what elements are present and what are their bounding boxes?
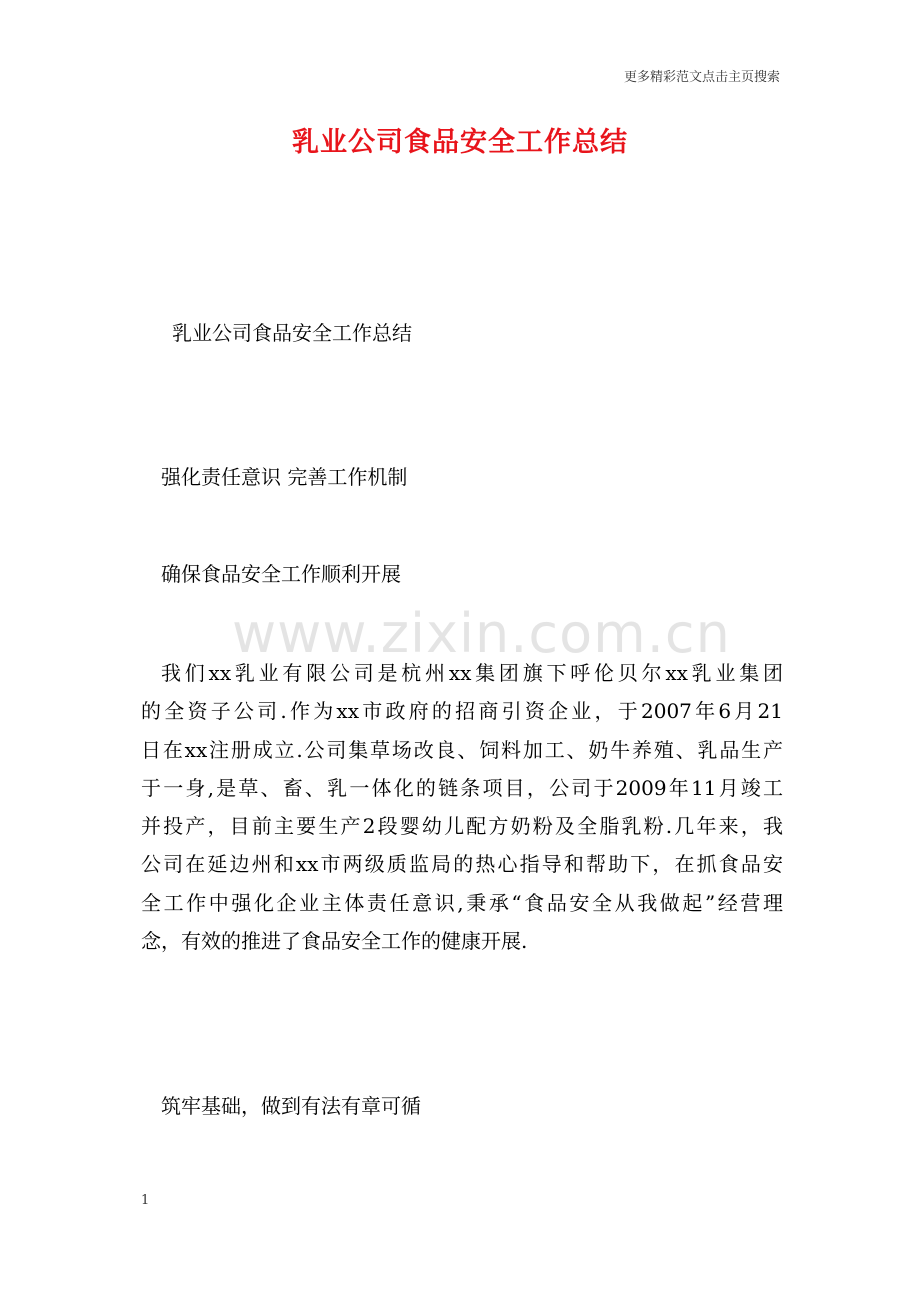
document-subtitle: 乳业公司食品安全工作总结 bbox=[172, 321, 412, 345]
watermark: www.zixin.com.cn bbox=[232, 602, 731, 665]
paragraph-line: 于一身,是草、畜、乳一体化的链条项目，公司于2009年11月竣工 bbox=[141, 775, 783, 800]
paragraph-line: 的全资子公司.作为xx市政府的招商引资企业，于2007年6月21 bbox=[141, 699, 783, 724]
page-number: 1 bbox=[141, 1193, 150, 1208]
section-heading-responsibility: 强化责任意识 完善工作机制 bbox=[161, 465, 408, 489]
paragraph-line: 念，有效的推进了食品安全工作的健康开展. bbox=[141, 929, 528, 954]
paragraph-line: 日在xx注册成立.公司集草场改良、饲料加工、奶牛养殖、乳品生产 bbox=[141, 737, 783, 762]
paragraph-line: 全工作中强化企业主体责任意识,秉承“食品安全从我做起”经营理 bbox=[141, 890, 783, 915]
body-paragraph bbox=[141, 654, 783, 960]
paragraph-line: 并投产，目前主要生产2段婴幼儿配方奶粉及全脂乳粉.几年来，我 bbox=[141, 814, 783, 839]
paragraph-line: 我们xx乳业有限公司是杭州xx集团旗下呼伦贝尔xx乳业集团 bbox=[161, 661, 783, 685]
section-heading-foundation: 筑牢基础，做到有法有章可循 bbox=[161, 1094, 421, 1118]
homepage-search-link[interactable]: 更多精彩范文点击主页搜索 bbox=[623, 70, 780, 85]
document-title: 乳业公司食品安全工作总结 bbox=[292, 127, 628, 158]
section-heading-ensure-safety: 确保食品安全工作顺利开展 bbox=[161, 562, 401, 586]
paragraph-line: 公司在延边州和xx市两级质监局的热心指导和帮助下，在抓食品安 bbox=[141, 852, 783, 877]
